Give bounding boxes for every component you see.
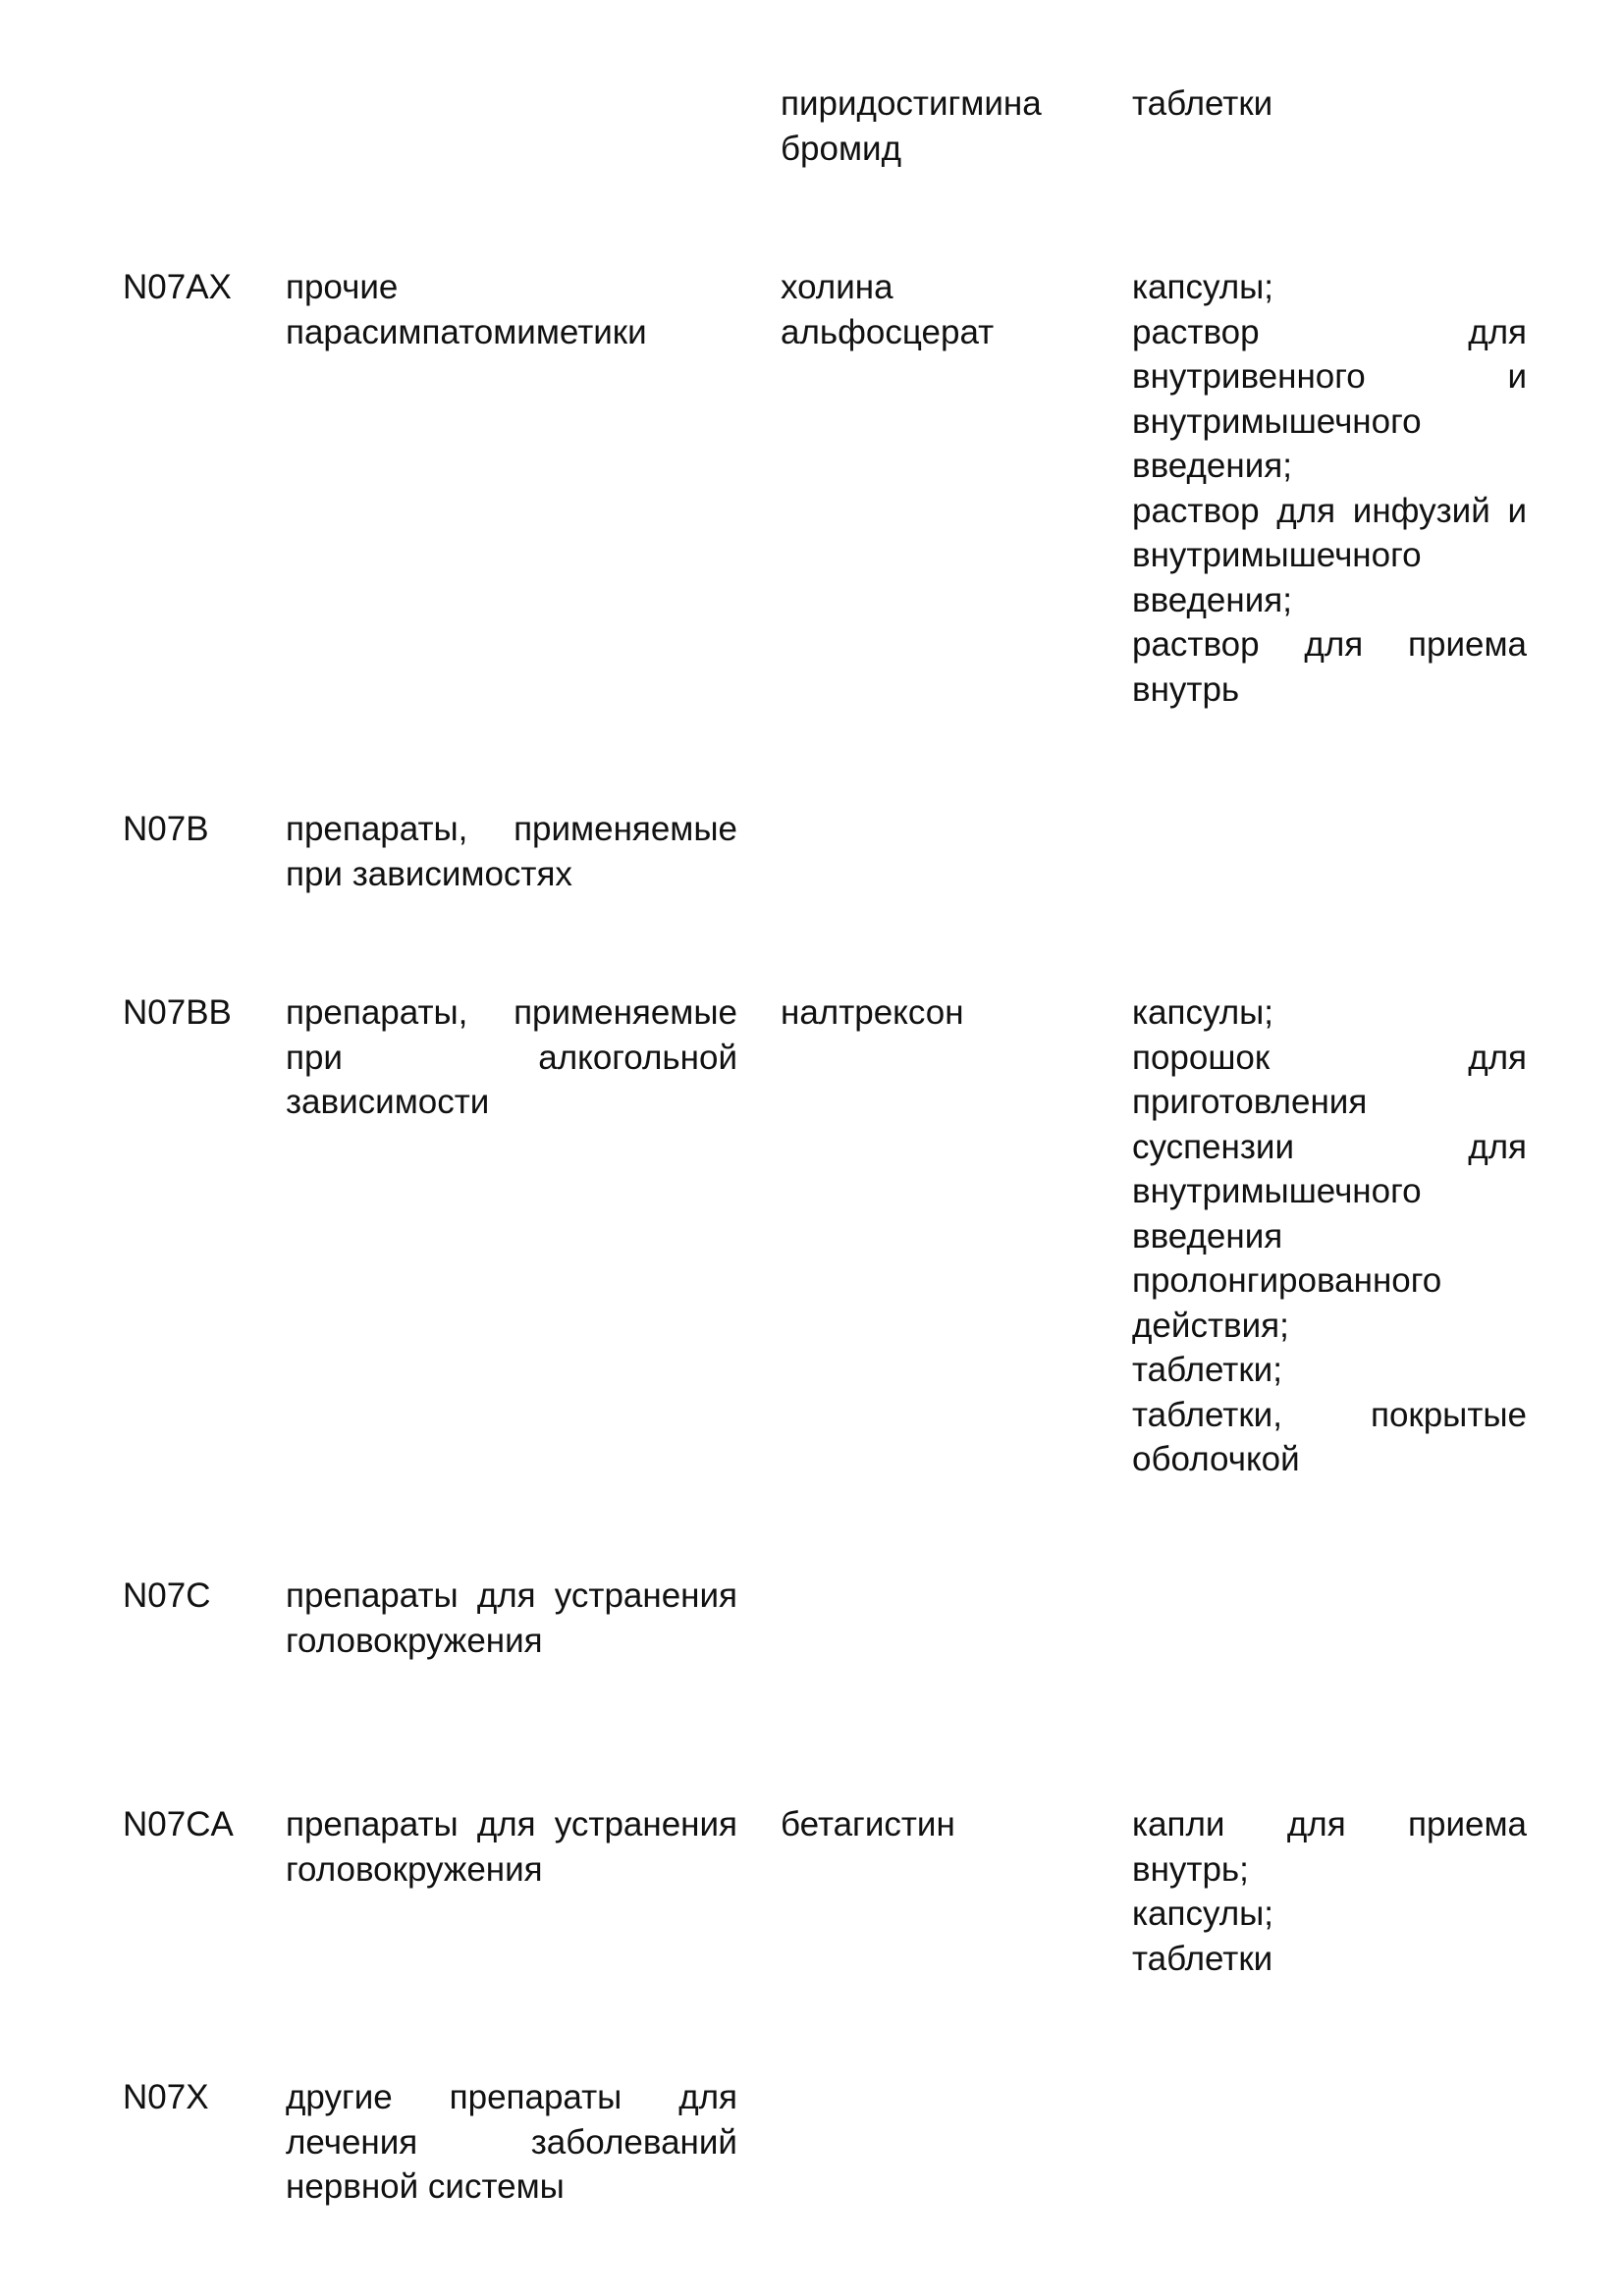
atc-group-name: препараты для устранения головокружения: [286, 1576, 737, 1660]
drug-name: холина альфосцерат: [781, 268, 995, 351]
atc-group-name: другие препараты для лечения заболеваний нервной системы: [286, 2078, 737, 2206]
atc-code: N07C: [123, 1576, 211, 1615]
dosage-form-item: порошок для приготовления суспензии для внутримышечного введения пролонгированного действия;: [1132, 1038, 1527, 1345]
dosage-form-item: раствор для внутривенного и внутримышечного введения;: [1132, 312, 1527, 485]
atc-group-name: препараты, применяемые при алкогольной зависимости: [286, 993, 737, 1121]
atc-code: N07BB: [123, 993, 232, 1032]
dosage-forms: [1132, 990, 1527, 1482]
dosage-forms: [1132, 1802, 1527, 1981]
dosage-forms: [1132, 81, 1527, 127]
dosage-form-item: таблетки: [1132, 84, 1273, 123]
atc-group-name: препараты для устранения головокружения: [286, 1805, 737, 1889]
drug-name: пиридостигмина бромид: [781, 84, 1042, 168]
drug-name: налтрексон: [781, 993, 964, 1032]
atc-group-name: препараты, применяемые при зависимостях: [286, 810, 737, 893]
atc-code: N07AX: [123, 268, 232, 306]
dosage-form-item: раствор для инфузий и внутримышечного введения;: [1132, 491, 1527, 619]
atc-code: N07B: [123, 810, 209, 848]
atc-code: N07X: [123, 2078, 209, 2116]
dosage-form-item: капсулы;: [1132, 993, 1274, 1032]
dosage-form-item: таблетки, покрытые оболочкой: [1132, 1395, 1527, 1478]
dosage-form-item: таблетки;: [1132, 1351, 1282, 1389]
atc-group-name: прочие парасимпатомиметики: [286, 268, 647, 351]
dosage-form-item: раствор для приема внутрь: [1132, 625, 1527, 709]
atc-code: N07CA: [123, 1805, 234, 1843]
drug-name: бетагистин: [781, 1805, 955, 1843]
dosage-form-item: капсулы;: [1132, 1895, 1274, 1933]
dosage-form-item: капсулы;: [1132, 268, 1274, 306]
dosage-forms: [1132, 265, 1527, 712]
dosage-form-item: таблетки: [1132, 1939, 1273, 1978]
dosage-form-item: капли для приема внутрь;: [1132, 1805, 1527, 1889]
